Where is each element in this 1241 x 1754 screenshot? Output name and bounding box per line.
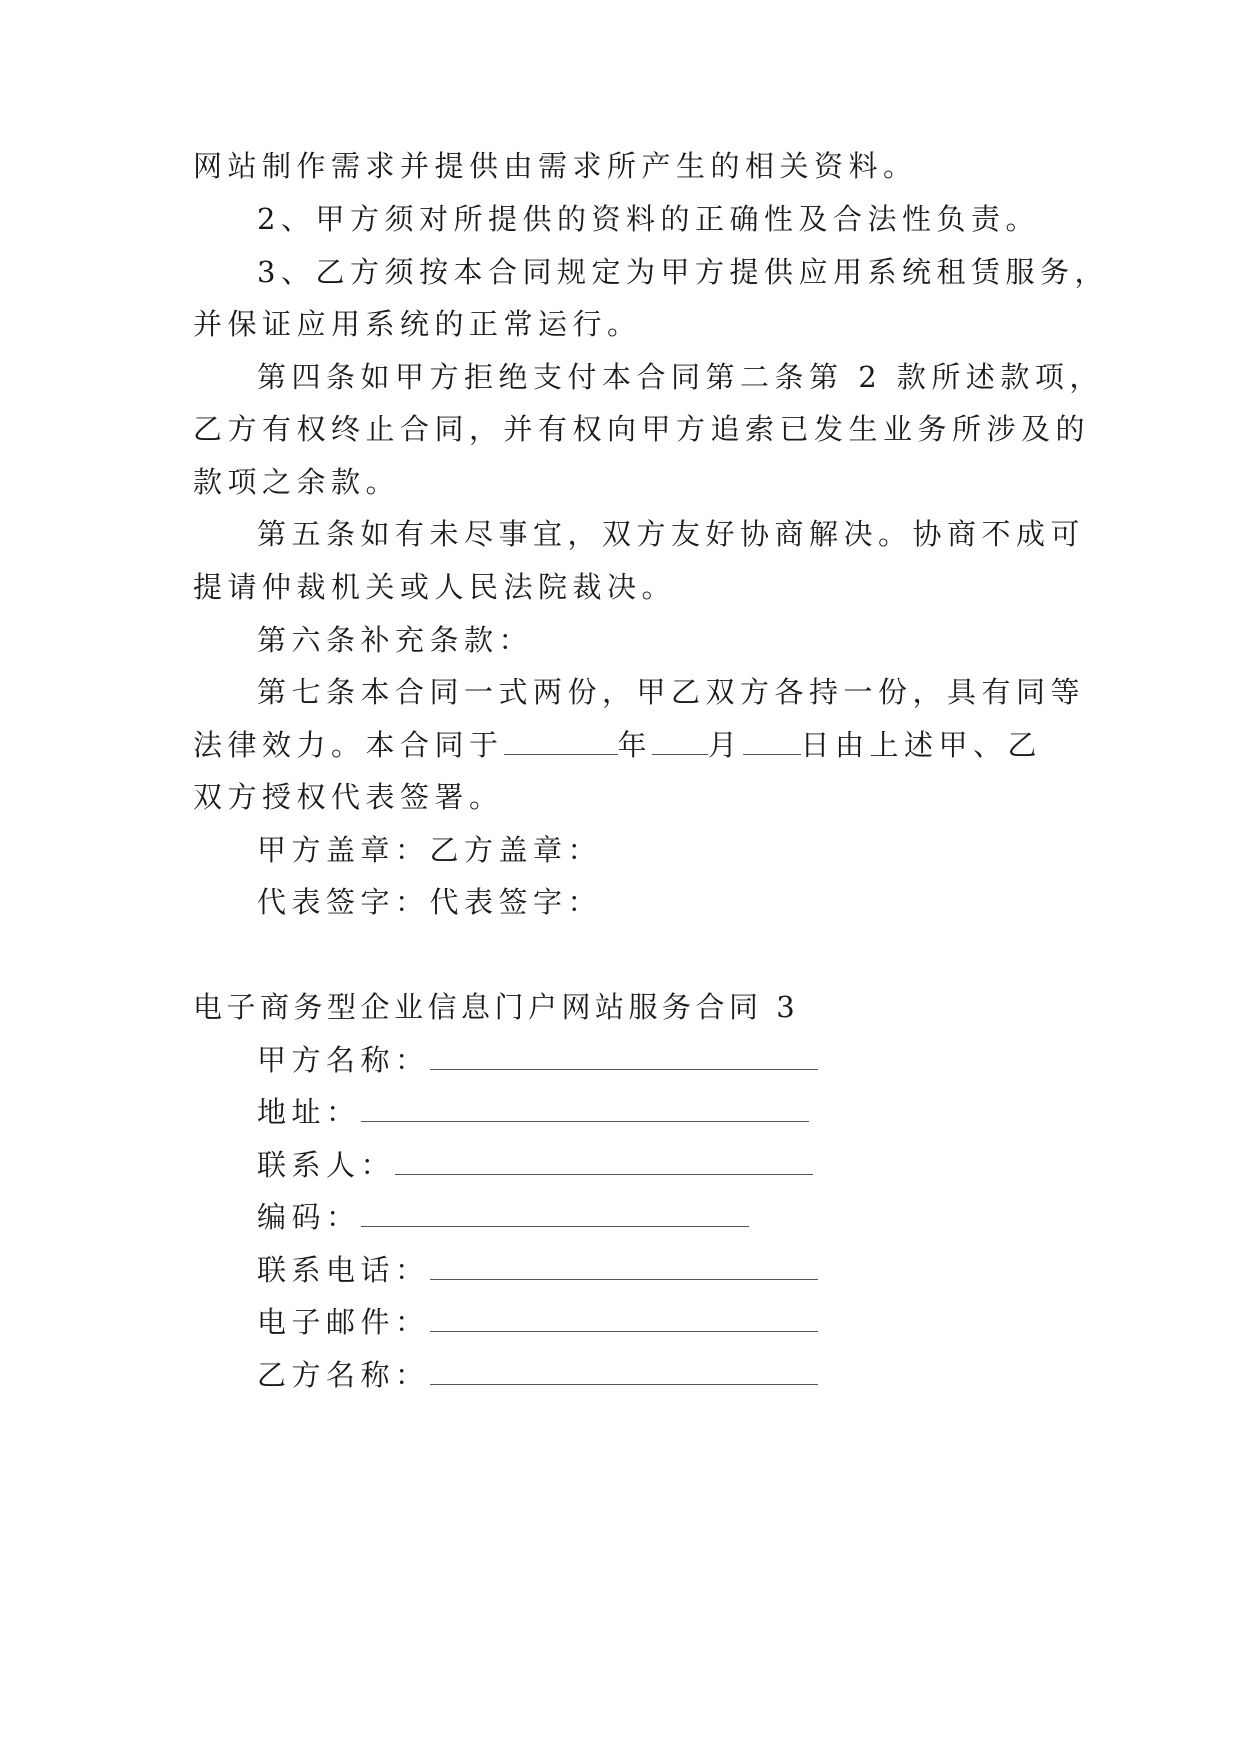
seal-line: 甲方盖章：乙方盖章： <box>257 833 603 867</box>
code-blank <box>361 1200 749 1227</box>
email-label: 电子邮件： <box>257 1305 430 1339</box>
article-5-continued: 提请仲裁机关或人民法院裁决。 <box>193 570 677 604</box>
phone-label: 联系电话： <box>257 1253 430 1287</box>
article-4-end: 款项之余款。 <box>193 465 401 499</box>
address-label: 地址： <box>257 1095 361 1129</box>
article-4-continued: 乙方有权终止合同，并有权向甲方追索已发生业务所涉及的 <box>193 412 1091 446</box>
party-b-name-field <box>257 1355 818 1395</box>
date-line-prefix: 法律效力。本合同于 <box>193 728 504 762</box>
paragraph-line: 网站制作需求并提供由需求所产生的相关资料。 <box>193 149 918 183</box>
contact-field <box>257 1145 813 1185</box>
section-title: 电子商务型企业信息门户网站服务合同 3 <box>193 990 800 1024</box>
address-field <box>257 1092 809 1132</box>
month-label: 月 <box>708 728 743 762</box>
day-blank <box>743 728 801 755</box>
phone-field <box>257 1250 818 1290</box>
code-field <box>257 1197 749 1237</box>
address-blank <box>361 1095 809 1122</box>
article-7-date-line <box>193 725 1042 765</box>
signature-line: 代表签字：代表签字： <box>257 885 603 919</box>
clause-3-continued: 并保证应用系统的正常运行。 <box>193 307 642 341</box>
phone-blank <box>430 1253 818 1280</box>
article-7: 第七条本合同一式两份，甲乙双方各持一份，具有同等 <box>257 675 1086 709</box>
party-b-name-blank <box>430 1358 818 1385</box>
party-a-name-label: 甲方名称： <box>257 1043 430 1077</box>
year-label: 年 <box>617 728 653 762</box>
email-blank <box>430 1305 818 1332</box>
party-b-name-label: 乙方名称： <box>257 1358 430 1392</box>
party-a-name-field <box>257 1040 818 1080</box>
contact-label: 联系人： <box>257 1148 396 1182</box>
code-label: 编码： <box>257 1200 361 1234</box>
article-5: 第五条如有未尽事宜，双方友好协商解决。协商不成可 <box>257 517 1086 551</box>
article-7-end: 双方授权代表签署。 <box>193 780 504 814</box>
clause-2: 2、甲方须对所提供的资料的正确性及合法性负责。 <box>257 202 1040 236</box>
clause-3: 3、乙方须按本合同规定为甲方提供应用系统租赁服务， <box>257 255 1109 289</box>
contact-blank <box>395 1148 813 1175</box>
article-4: 第四条如甲方拒绝支付本合同第二条第 2 款所述款项， <box>257 360 1104 394</box>
year-blank <box>504 728 618 755</box>
date-line-suffix: 日由上述甲、乙 <box>800 728 1043 762</box>
email-field <box>257 1302 818 1342</box>
month-blank <box>652 728 708 755</box>
article-6: 第六条补充条款： <box>257 623 534 657</box>
party-a-name-blank <box>430 1043 818 1070</box>
